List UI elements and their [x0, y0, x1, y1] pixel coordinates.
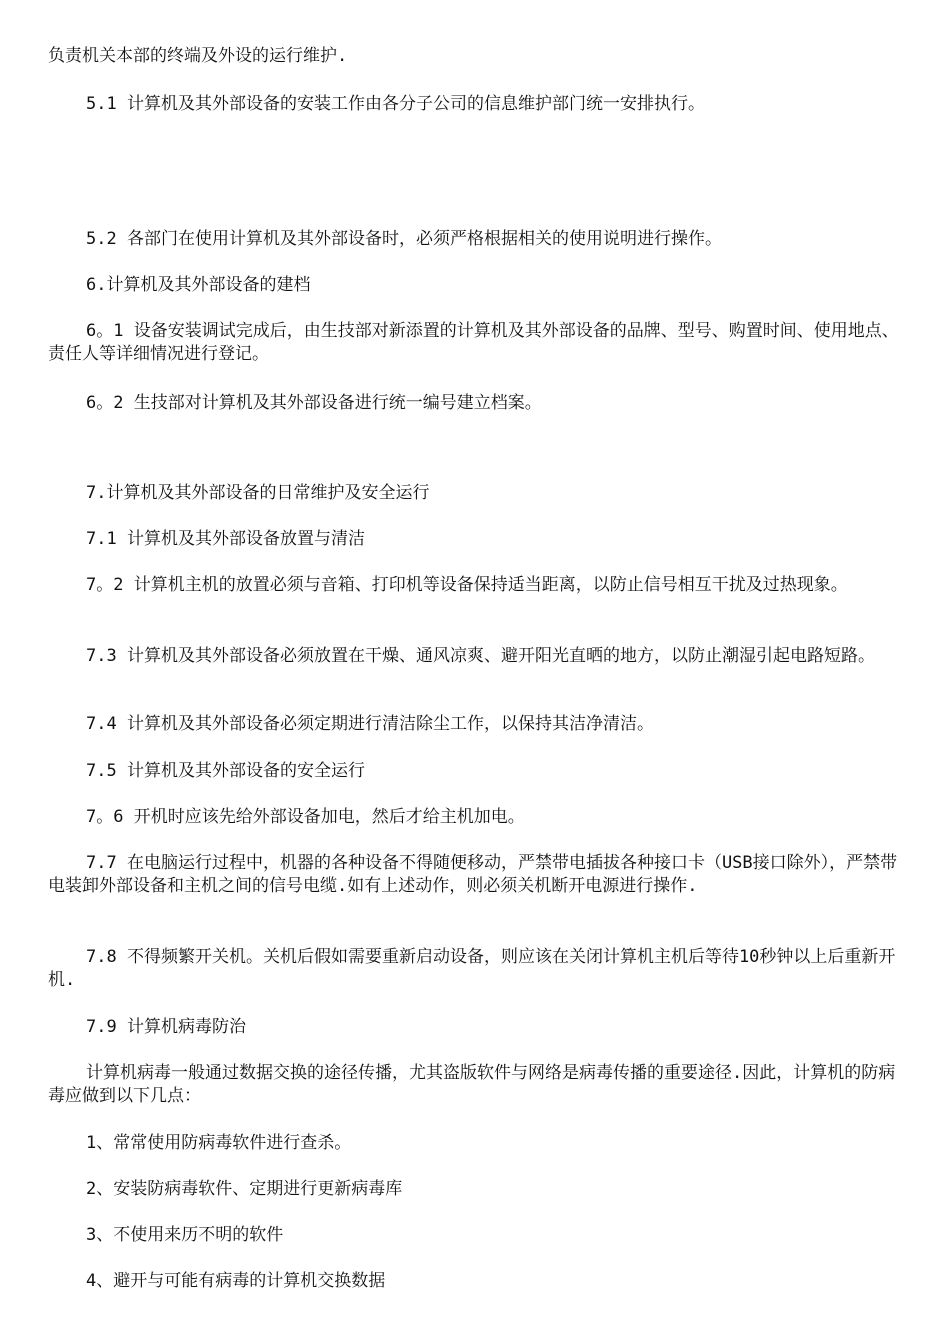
list-item-1: 1、常常使用防病毒软件进行查杀。 [86, 1133, 352, 1153]
paragraph-7-4: 7.4 计算机及其外部设备必须定期进行清洁除尘工作，以保持其洁净清洁。 [86, 714, 654, 734]
paragraph-6-2: 6。2 生技部对计算机及其外部设备进行统一编号建立档案。 [86, 393, 542, 413]
heading-section-7: 7.计算机及其外部设备的日常维护及安全运行 [86, 483, 430, 503]
paragraph-5-1: 5.1 计算机及其外部设备的安装工作由各分子公司的信息维护部门统一安排执行。 [86, 94, 705, 114]
list-item-3: 3、不使用来历不明的软件 [86, 1225, 284, 1245]
paragraph-7-9: 7.9 计算机病毒防治 [86, 1017, 246, 1037]
paragraph-6-1: 6。1 设备安装调试完成后，由生技部对新添置的计算机及其外部设备的品牌、型号、购置时间、使用地点、责任人等详细情况进行登记。 [48, 321, 899, 364]
paragraph-7-6: 7。6 开机时应该先给外部设备加电，然后才给主机加电。 [86, 807, 525, 827]
paragraph-5-2: 5.2 各部门在使用计算机及其外部设备时，必须严格根据相关的使用说明进行操作。 [86, 229, 722, 249]
paragraph-7-2: 7。2 计算机主机的放置必须与音箱、打印机等设备保持适当距离，以防止信号相互干扰及过热现象。 [86, 575, 848, 595]
paragraph-virus-intro: 计算机病毒一般通过数据交换的途径传播，尤其盗版软件与网络是病毒传播的重要途径.因此，计算机的防病毒应做到以下几点： [48, 1063, 896, 1106]
list-item-4: 4、避开与可能有病毒的计算机交换数据 [86, 1271, 386, 1291]
list-item-2: 2、安装防病毒软件、定期进行更新病毒库 [86, 1179, 403, 1199]
paragraph-intro: 负责机关本部的终端及外设的运行维护. [48, 46, 348, 66]
paragraph-7-3: 7.3 计算机及其外部设备必须放置在干燥、通风凉爽、避开阳光直晒的地方，以防止潮湿引起电路短路。 [86, 646, 875, 666]
heading-section-6: 6.计算机及其外部设备的建档 [86, 275, 311, 295]
paragraph-7-8: 7.8 不得频繁开关机。关机后假如需要重新启动设备，则应该在关闭计算机主机后等待10秒钟以上后重新开机. [48, 947, 896, 990]
paragraph-7-1: 7.1 计算机及其外部设备放置与清洁 [86, 529, 365, 549]
paragraph-7-7: 7.7 在电脑运行过程中，机器的各种设备不得随便移动，严禁带电插拔各种接口卡（USB接口除外），严禁带电装卸外部设备和主机之间的信号电缆.如有上述动作，则必须关机断开电源进行操作. [48, 853, 898, 896]
paragraph-7-5: 7.5 计算机及其外部设备的安全运行 [86, 761, 365, 781]
